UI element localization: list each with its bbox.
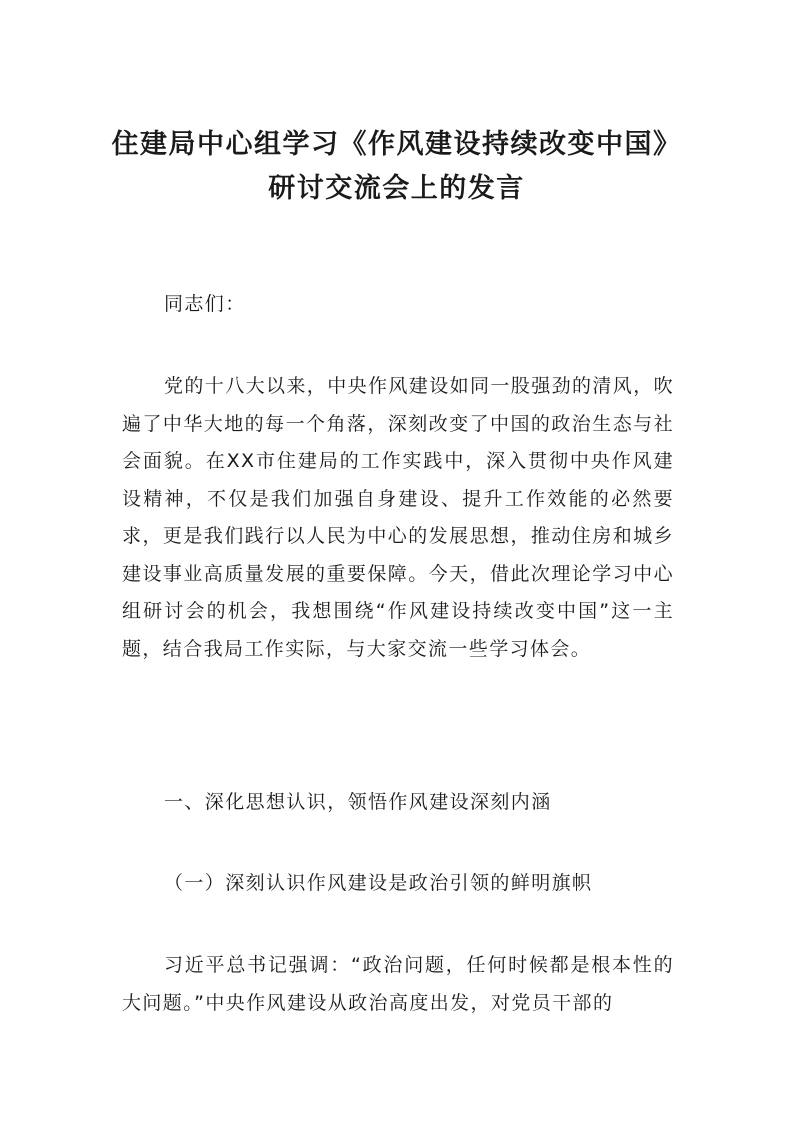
salutation: 同志们： [164, 293, 246, 315]
document-title-line-1: 住建局中心组学习《作风建设持续改变中国》 [111, 129, 682, 160]
subsection-heading-1-1: （一）深刻认识作风建设是政治引领的鲜明旗帜 [164, 872, 593, 894]
intro-paragraph: 党的十八大以来，中央作风建设如同一股强劲的清风，吹遍了中华大地的每一个角落，深刻改变了中国的政治生态与社会面貌。在XX市住建局的工作实践中，深入贯彻中央作风建设精神，不仅是我们加强自身建设、提升工作效能的必然要求，更是我们践行以人民为中心的发展思想，推动住房和城乡建设事业高质量发展的重要保障。今天，借此次理论学习中心组研讨会的机会，我想围绕“作风建设持续改变中国”这一主题，结合我局工作实际，与大家交流一些学习体会。 [122, 375, 675, 660]
document-title-line-2: 研讨交流会上的发言 [268, 173, 525, 204]
section-heading-1: 一、深化思想认识，领悟作风建设深刻内涵 [164, 791, 552, 813]
body-paragraph-2: 习近平总书记强调：“政治问题，任何时候都是根本性的大问题。”中央作风建设从政治高度出发，对党员干部的 [122, 954, 674, 1014]
